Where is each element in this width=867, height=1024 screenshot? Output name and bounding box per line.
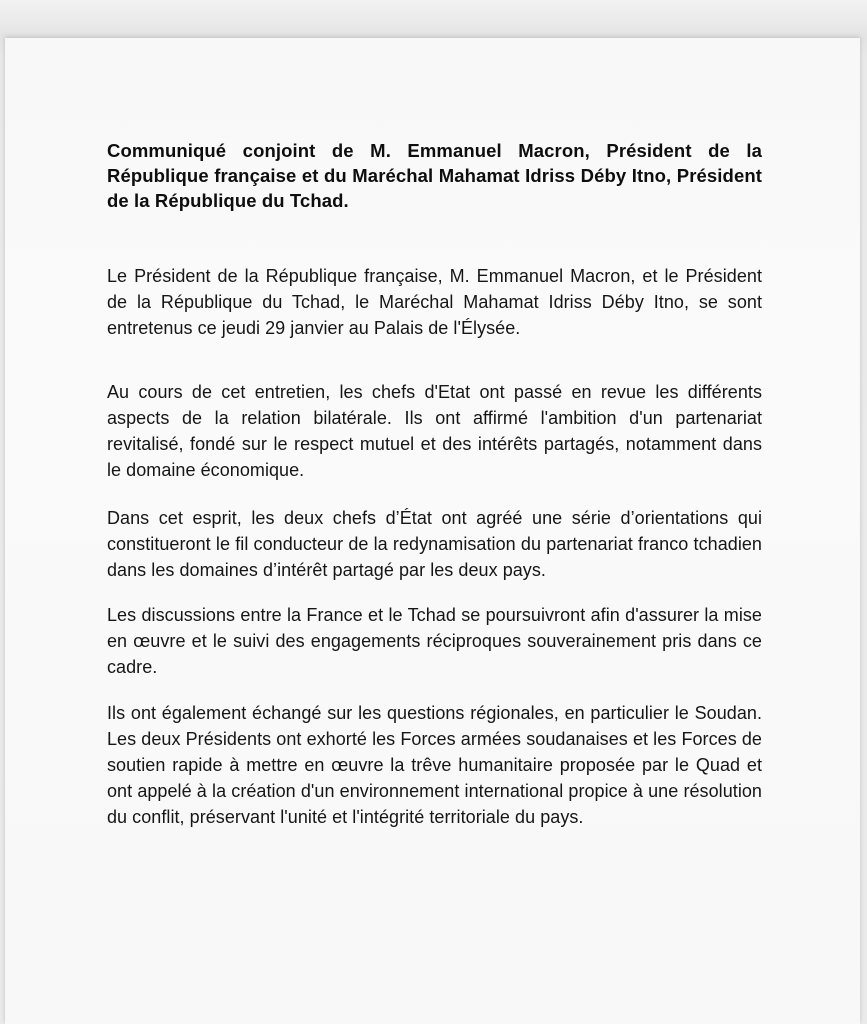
document-content [5,38,860,1024]
document-title: Communiqué conjoint de M. Emmanuel Macron, Président de la République française et du Maréchal Mahamat Idriss Déby Itno, Président de la République du Tchad. [107,140,762,211]
paper-sheet [5,38,860,1024]
paragraph-discussions: Les discussions entre la France et le Tchad se poursuivront afin d'assurer la mise en œuvre et le suivi des engagements réciproques souverainement pris dans ce cadre. [107,605,762,677]
paragraph-bilateral-relation: Au cours de cet entretien, les chefs d'Etat ont passé en revue les différents aspects de la relation bilatérale. Ils ont affirmé l'ambition d'un partenariat revitalisé, fondé sur le respect mutuel et des intérêts partagés, notamment dans le domaine économique. [107,382,762,480]
paragraph-meeting: Le Président de la République française, M. Emmanuel Macron, et le Président de la République du Tchad, le Maréchal Mahamat Idriss Déby Itno, se sont entretenus ce jeudi 29 janvier au Palais de l'Élysée. [107,266,762,338]
paragraph-orientations: Dans cet esprit, les deux chefs d’État ont agréé une série d’orientations qui constitueront le fil conducteur de la redynamisation du partenariat franco tchadien dans les domaines d’intérêt partagé par les deux pays. [107,508,762,580]
paragraph-regional-questions: Ils ont également échangé sur les questions régionales, en particulier le Soudan. Les deux Présidents ont exhorté les Forces armées soudanaises et les Forces de soutien rapide à mettre en œuvre la trêve humanitaire proposée par le Quad et ont appelé à la création d'un environnement international propice à une résolution du conflit, préservant l'unité et l'intégrité territoriale du pays. [107,703,762,827]
